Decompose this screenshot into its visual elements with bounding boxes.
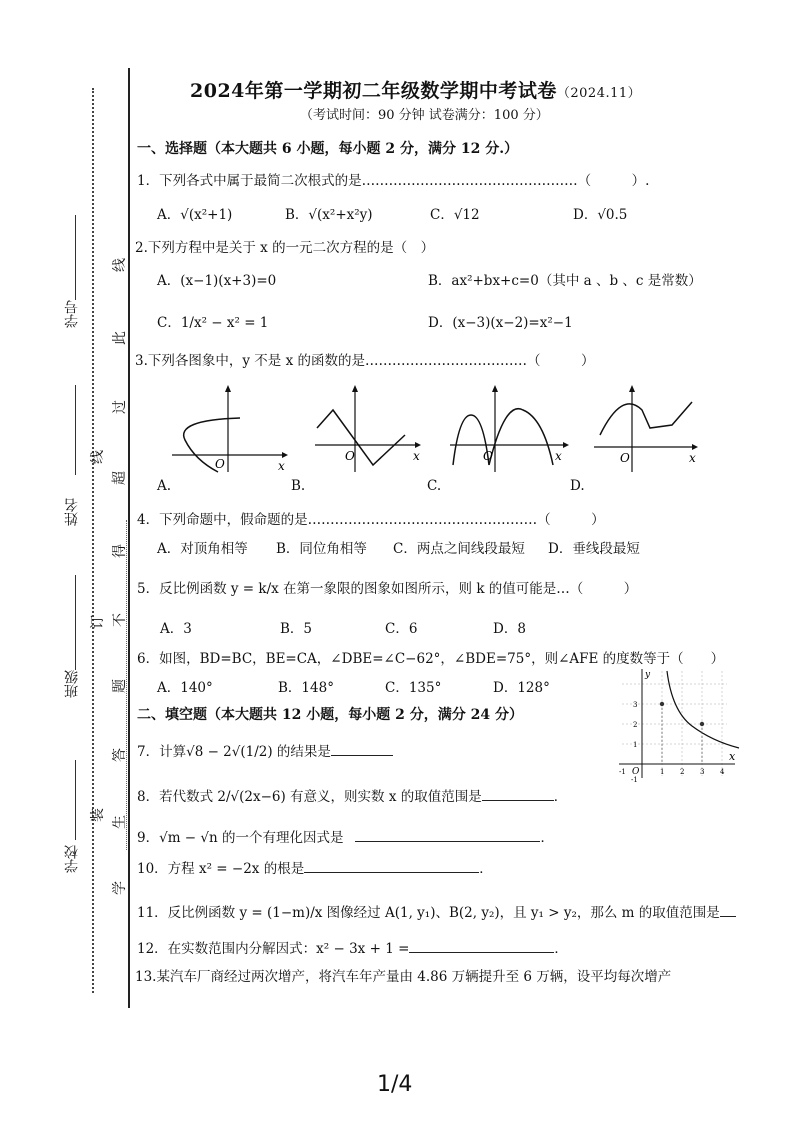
q9-answer-blank[interactable] <box>355 841 540 842</box>
seal-outer-char: 线 <box>112 258 128 272</box>
seal-outer-char: 超 <box>112 471 128 485</box>
q8-answer-blank[interactable] <box>482 800 554 801</box>
q5-y-tick: 2 <box>633 721 638 729</box>
q5-x-tick: 4 <box>720 768 725 776</box>
margin-rule <box>128 68 130 1008</box>
q5-option-b: B．5 <box>280 621 313 637</box>
q9-text: 9．√m − √n 的一个有理化因式是 <box>137 830 344 846</box>
q3d-x-label: x <box>689 451 696 465</box>
q2-option-a: A．(x−1)(x+3)=0 <box>157 273 277 289</box>
q3a-x-label: x <box>278 459 285 473</box>
q3-graph-b <box>305 380 425 475</box>
name-label: 姓名 <box>64 498 80 526</box>
q3b-origin: O <box>345 449 355 463</box>
q7-line <box>137 740 393 760</box>
q7-text: 7．计算√8 − 2√(1/2) 的结果是 <box>137 744 331 760</box>
seal-outer-char: 学 <box>112 881 128 895</box>
exam-title-text: 2024年第一学期初二年级数学期中考试卷 <box>190 80 557 102</box>
q6-stem: 6．如图，BD=BC，BE=CA，∠DBE=∠C−62°，∠BDE=75°，则∠AFE 的度数等于（ ） <box>137 651 725 667</box>
q5-option-d: D．8 <box>493 621 526 637</box>
seal-outer-char: 生 <box>112 815 128 829</box>
q3-option-c: C. <box>427 478 442 494</box>
q4-option-a: A．对顶角相等 <box>157 541 248 557</box>
q3-option-a: A. <box>157 478 172 494</box>
exam-subtitle: （考试时间：90 分钟 试卷满分：100 分） <box>300 108 549 123</box>
q13-text: 13.某汽车厂商经过两次增产，将汽车年产量由 4.86 万辆提升至 6 万辆，设平均每次增产 <box>135 969 672 985</box>
class-label: 班级 <box>64 670 80 698</box>
q2-stem: 2.下列方程中是关于 x 的一元二次方程的是（ ） <box>135 240 435 256</box>
q5-y-tick: 3 <box>633 701 638 709</box>
q3b-x-label: x <box>413 449 420 463</box>
q4-option-b: B．同位角相等 <box>276 541 367 557</box>
q5-stem: 5．反比例函数 y = k/x 在第一象限的图象如图所示，则 k 的值可能是…（ ） <box>137 581 638 597</box>
q1-option-b: B．√(x²+x²y) <box>285 207 373 223</box>
school-label: 学校 <box>64 845 80 873</box>
q10-line: 10．方程 x² = −2x 的根是 ． <box>137 861 493 877</box>
q3-graph-d <box>592 380 702 475</box>
q5-x-tick: 3 <box>700 768 705 776</box>
q5-y-tick: -1 <box>631 776 638 784</box>
q12-answer-blank[interactable] <box>409 952 554 953</box>
q3-graph-c <box>445 380 570 475</box>
q12-text: 12．在实数范围内分解因式：x² − 3x + 1 = <box>137 941 410 957</box>
q5-y-label: y <box>645 670 651 680</box>
seal-outer-char: 过 <box>112 400 128 414</box>
school-line <box>75 760 76 840</box>
q10-answer-blank[interactable] <box>304 872 479 873</box>
q5-inverse-graph <box>617 666 742 784</box>
q1-option-a: A．√(x²+1) <box>157 207 233 223</box>
q3-option-b: B. <box>291 478 306 494</box>
student-id-label: 学号 <box>64 300 80 328</box>
q1-option-d: D．√0.5 <box>573 207 628 223</box>
q8-line: 8．若代数式 2/√(2x−6) 有意义，则实数 x 的取值范围是 ． <box>137 789 568 805</box>
q12-line: 12．在实数范围内分解因式：x² − 3x + 1 = ． <box>137 941 568 957</box>
q9-line: 9．√m − √n 的一个有理化因式是 ． <box>137 830 554 846</box>
student-id-line <box>75 215 76 300</box>
q3-stem: 3.下列各图象中，y 不是 x 的函数的是………………………………（ ） <box>135 353 595 369</box>
seal-inner-char: 订 <box>90 615 106 629</box>
q2-option-c: C．1/x² − x² = 1 <box>157 315 269 331</box>
q2-option-d: D．(x−3)(x−2)=x²−1 <box>428 315 573 331</box>
seal-outer-char: 不 <box>112 613 128 627</box>
q2-option-b: B．ax²+bx+c=0（其中 a 、b 、c 是常数） <box>428 273 702 289</box>
q5-option-c: C．6 <box>385 621 418 637</box>
class-line <box>75 575 76 670</box>
seal-inner-char: 装 <box>90 808 106 822</box>
page-number: 1/4 <box>377 1072 413 1097</box>
q5-x-tick: 1 <box>660 768 665 776</box>
section1-heading: 一、选择题（本大题共 6 小题，每小题 2 分，满分 12 分.） <box>137 141 519 157</box>
q7-answer-blank[interactable] <box>331 755 393 756</box>
seal-inner-char: 线 <box>90 450 106 464</box>
q6-option-d: D．128° <box>493 680 550 696</box>
q4-stem: 4．下列命题中，假命题的是……………………………………………（ ） <box>137 512 605 528</box>
q5-y-tick: 1 <box>633 741 638 749</box>
seal-outer-char: 题 <box>112 679 128 693</box>
name-line <box>75 385 76 475</box>
section2-heading: 二、填空题（本大题共 12 小题，每小题 2 分，满分 24 分） <box>137 707 523 723</box>
q11-text: 11．反比例函数 y = (1−m)/x 图像经过 A(1, y₁)、B(2, y₂)，且 y₁ > y₂，那么 m 的取值范围是 <box>137 905 720 921</box>
exam-title <box>190 76 641 103</box>
q5-option-a: A．3 <box>160 621 192 637</box>
q5-x-tick: 2 <box>680 768 685 776</box>
q6-option-b: B．148° <box>278 680 334 696</box>
seal-outer-char: 答 <box>112 748 128 762</box>
q6-option-a: A．140° <box>157 680 213 696</box>
q5-x-tick: -1 <box>619 768 626 776</box>
q6-option-c: C．135° <box>385 680 442 696</box>
q1-option-c: C．√12 <box>430 207 480 223</box>
exam-date: （2024.11） <box>556 86 642 101</box>
q8-text: 8．若代数式 2/√(2x−6) 有意义，则实数 x 的取值范围是 <box>137 789 482 805</box>
seal-outer-char: 得 <box>112 544 128 558</box>
q11-line <box>137 901 736 921</box>
q3c-x-label: x <box>555 449 562 463</box>
q3-graph-a <box>170 380 290 475</box>
q3c-origin: O <box>483 449 493 463</box>
q3a-origin: O <box>215 457 225 471</box>
q10-text: 10．方程 x² = −2x 的根是 <box>137 861 305 877</box>
q4-option-c: C．两点之间线段最短 <box>393 541 525 557</box>
q3d-origin: O <box>620 451 630 465</box>
binding-dotted-line <box>92 88 94 993</box>
q11-answer-blank[interactable] <box>720 916 736 917</box>
q4-option-d: D．垂线段最短 <box>548 541 640 557</box>
q5-x-label: x <box>729 750 736 763</box>
q3-option-d: D. <box>570 478 585 494</box>
q5-origin: O <box>632 767 640 777</box>
seal-outer-char: 此 <box>112 331 128 345</box>
q1-stem: 1．下列各式中属于最简二次根式的是…………………………………………（ ）. <box>137 173 650 189</box>
